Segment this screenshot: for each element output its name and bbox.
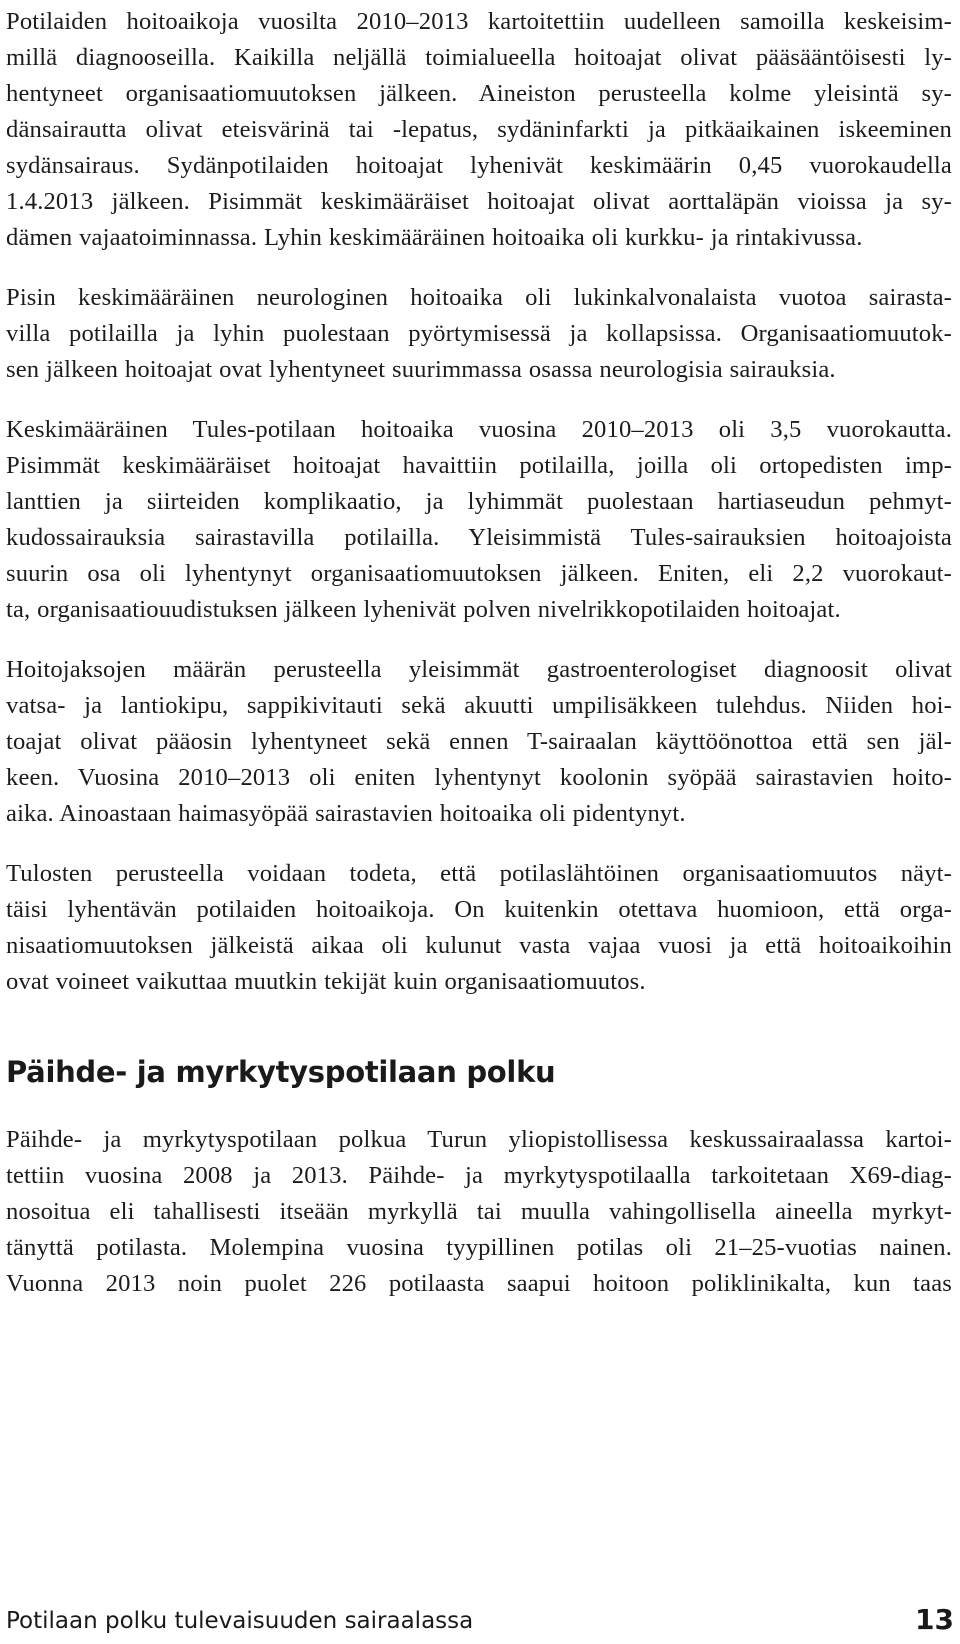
section-heading: Päihde- ja myrkytyspotilaan polku xyxy=(6,1055,556,1089)
text-line: Pisimmät keskimääräiset hoitoajat havaittiin potilailla, joilla oli ortopedisten imp- xyxy=(6,452,952,479)
text-line: Potilaiden hoitoaikoja vuosilta 2010–2013 kartoitettiin uudelleen samoilla keskeisim- xyxy=(6,8,952,35)
text-line: nisaatiomuutoksen jälkeistä aikaa oli kulunut vasta vajaa vuosi ja että hoitoaikoihin xyxy=(6,932,952,959)
text-line: millä diagnooseilla. Kaikilla neljällä toimialueella hoitoajat olivat pääsääntöisesti ly- xyxy=(6,44,952,71)
text-line: Hoitojaksojen määrän perusteella yleisimmät gastroenterologiset diagnoosit olivat xyxy=(6,656,952,683)
page-number: 13 xyxy=(915,1603,954,1636)
text-line: 1.4.2013 jälkeen. Pisimmät keskimääräiset hoitoajat olivat aorttaläpän vioissa ja sy- xyxy=(6,188,952,215)
paragraph-neurology xyxy=(6,280,952,388)
text-line: täisi lyhentävän potilaiden hoitoaikoja. On kuitenkin otettava huomioon, että orga- xyxy=(6,896,952,923)
text-line: lanttien ja siirteiden komplikaatio, ja lyhimmät puolestaan hartiaseudun pehmyt- xyxy=(6,488,952,515)
text-line: Pisin keskimääräinen neurologinen hoitoaika oli lukinkalvonalaista vuotoa sairasta- xyxy=(6,284,952,311)
text-line: dämen vajaatoiminnassa. Lyhin keskimääräinen hoitoaika oli kurkku- ja rintakivussa. xyxy=(6,224,863,251)
paragraph-substance-poisoning xyxy=(6,1122,952,1302)
text-line: sydänsairaus. Sydänpotilaiden hoitoajat lyhenivät keskimäärin 0,45 vuorokaudella xyxy=(6,152,952,179)
text-line: Tulosten perusteella voidaan todeta, että potilaslähtöinen organisaatiomuutos näyt- xyxy=(6,860,952,887)
text-line: hentyneet organisaatiomuutoksen jälkeen. Aineiston perusteella kolme yleisintä sy- xyxy=(6,80,952,107)
paragraph-gastroenterology xyxy=(6,652,952,832)
text-line: tänyttä potilasta. Molempina vuosina tyypillinen potilas oli 21–25-vuotias nainen. xyxy=(6,1234,952,1261)
paragraph-tules xyxy=(6,412,952,628)
paragraph-conclusion xyxy=(6,856,952,1000)
text-line: kudossairauksia sairastavilla potilailla. Yleisimmistä Tules-sairauksien hoitoajoista xyxy=(6,524,952,551)
footer-title: Potilaan polku tulevaisuuden sairaalassa xyxy=(6,1608,474,1634)
page-footer xyxy=(6,1596,954,1636)
text-line: ovat voineet vaikuttaa muutkin tekijät kuin organisaatiomuutos. xyxy=(6,968,646,995)
text-line: toajat olivat pääosin lyhentyneet sekä ennen T-sairaalan käyttöönottoa että sen jäl- xyxy=(6,728,952,755)
text-line: Keskimääräinen Tules-potilaan hoitoaika vuosina 2010–2013 oli 3,5 vuorokautta. xyxy=(6,416,952,443)
text-line: vatsa- ja lantiokipu, sappikivitauti sekä akuutti umpilisäkkeen tulehdus. Niiden hoi- xyxy=(6,692,952,719)
text-line: dänsairautta olivat eteisvärinä tai -lepatus, sydäninfarkti ja pitkäaikainen iskeeminen xyxy=(6,116,952,143)
text-line: sen jälkeen hoitoajat ovat lyhentyneet suurimmassa osassa neurologisia sairauksia. xyxy=(6,356,836,383)
text-line: nosoitua eli tahallisesti itseään myrkyllä tai muulla vahingollisella aineella myrkyt- xyxy=(6,1198,952,1225)
text-line: ta, organisaatiouudistuksen jälkeen lyhenivät polven nivelrikkopotilaiden hoitoajat. xyxy=(6,596,841,623)
document-body xyxy=(6,4,952,1326)
text-line: keen. Vuosina 2010–2013 oli eniten lyhentynyt koolonin syöpää sairastavien hoito- xyxy=(6,764,952,791)
text-line: Päihde- ja myrkytyspotilaan polkua Turun yliopistollisessa keskussairaalassa kartoi- xyxy=(6,1126,952,1153)
text-line: tettiin vuosina 2008 ja 2013. Päihde- ja myrkytyspotilaalla tarkoitetaan X69-diag- xyxy=(6,1162,952,1189)
text-line: suurin osa oli lyhentynyt organisaatiomuutoksen jälkeen. Eniten, eli 2,2 vuorokaut- xyxy=(6,560,952,587)
text-line: aika. Ainoastaan haimasyöpää sairastavien hoitoaika oli pidentynyt. xyxy=(6,800,686,827)
paragraph-cardiology xyxy=(6,4,952,256)
text-line: Vuonna 2013 noin puolet 226 potilaasta saapui hoitoon poliklinikalta, kun taas xyxy=(6,1270,952,1297)
text-line: villa potilailla ja lyhin puolestaan pyörtymisessä ja kollapsissa. Organisaatiomuutok- xyxy=(6,320,952,347)
